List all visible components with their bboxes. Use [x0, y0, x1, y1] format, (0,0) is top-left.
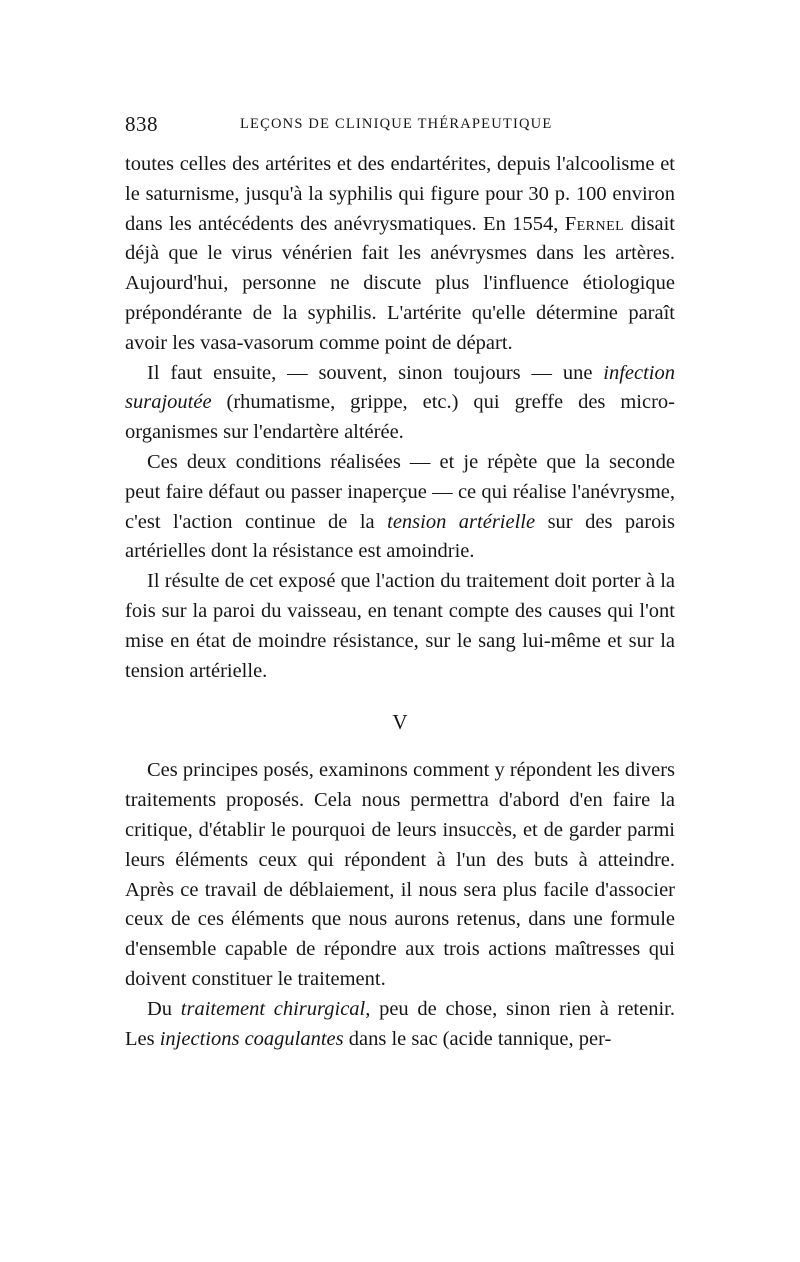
paragraph-6: [125, 995, 675, 1055]
paragraph-1: [125, 150, 675, 359]
paragraph-2-text-a: Il faut ensuite, — souvent, sinon toujours — une: [147, 361, 604, 384]
paragraph-3-italic: tension artérielle: [387, 510, 536, 533]
section-heading: V: [392, 710, 408, 735]
paragraph-3: [125, 448, 675, 567]
running-title: LEÇONS DE CLINIQUE THÉRAPEUTIQUE: [240, 116, 553, 132]
paragraph-2: [125, 359, 675, 448]
running-head: [125, 112, 675, 142]
paragraph-2-italic: infection surajoutée: [125, 361, 675, 414]
paragraph-3-text-a: Ces deux conditions réalisées — et je répète que la seconde peut faire défaut ou passer inaperçue — ce qui réalise l'anévrysme, c'est l'action continue de la: [125, 450, 675, 533]
paragraph-3-text-b: sur des parois artérielles dont la résistance est amoindrie.: [125, 510, 675, 563]
paragraph-1-text-a: toutes celles des artérites et des endartérites, depuis l'alcoolisme et le saturnisme, jusqu'à la syphilis qui figure pour 30 p. 100 environ dans les antécédents des anévrysmatiques. En 1554,: [125, 153, 675, 235]
paragraph-1-text-b: disait déjà que le virus vénérien fait les anévrysmes dans les artères. Aujourd'hui, personne ne discute plus l'influence étiologique prépondérante de la syphilis. L'artérite qu'elle détermine paraît avoir les vasa-vasorum comme point de départ.: [125, 212, 675, 354]
paragraph-6-text-a: Du: [147, 997, 181, 1020]
author-name-fernel: Fernel: [564, 212, 625, 235]
paragraph-4: Il résulte de cet exposé que l'action du traitement doit porter à la fois sur la paroi du vaisseau, en tenant compte des causes qui l'ont mise en état de moindre résistance, sur le sang lui-même et sur la tension artérielle.: [125, 570, 675, 682]
page-number: 838: [125, 112, 158, 136]
paragraph-5: Ces principes posés, examinons comment y répondent les divers traitements proposés. Cela nous permettra d'abord d'en faire la critique, d'établir le pourquoi de leurs insuccès, et de garder parmi leurs éléments ceux qui répondent à l'un des buts à atteindre. Après ce travail de déblaiement, il nous sera plus facile d'associer ceux de ces éléments que nous aurons retenus, dans une formule d'ensemble capable de répondre aux trois actions maîtresses qui doivent constituer le traitement.: [125, 759, 675, 990]
paragraph-6-italic-a: traitement chirurgical: [180, 997, 366, 1020]
paragraph-6-text-c: dans le sac (acide tannique, per-: [343, 1027, 612, 1050]
paragraph-6-text-b: , peu de chose, sinon rien à retenir. Les: [125, 997, 675, 1050]
paragraph-2-text-b: (rhumatisme, grippe, etc.) qui greffe des micro-organismes sur l'endartère altérée.: [125, 391, 675, 444]
book-page: [125, 112, 675, 1054]
paragraph-6-italic-b: injections coagulantes: [159, 1027, 344, 1050]
